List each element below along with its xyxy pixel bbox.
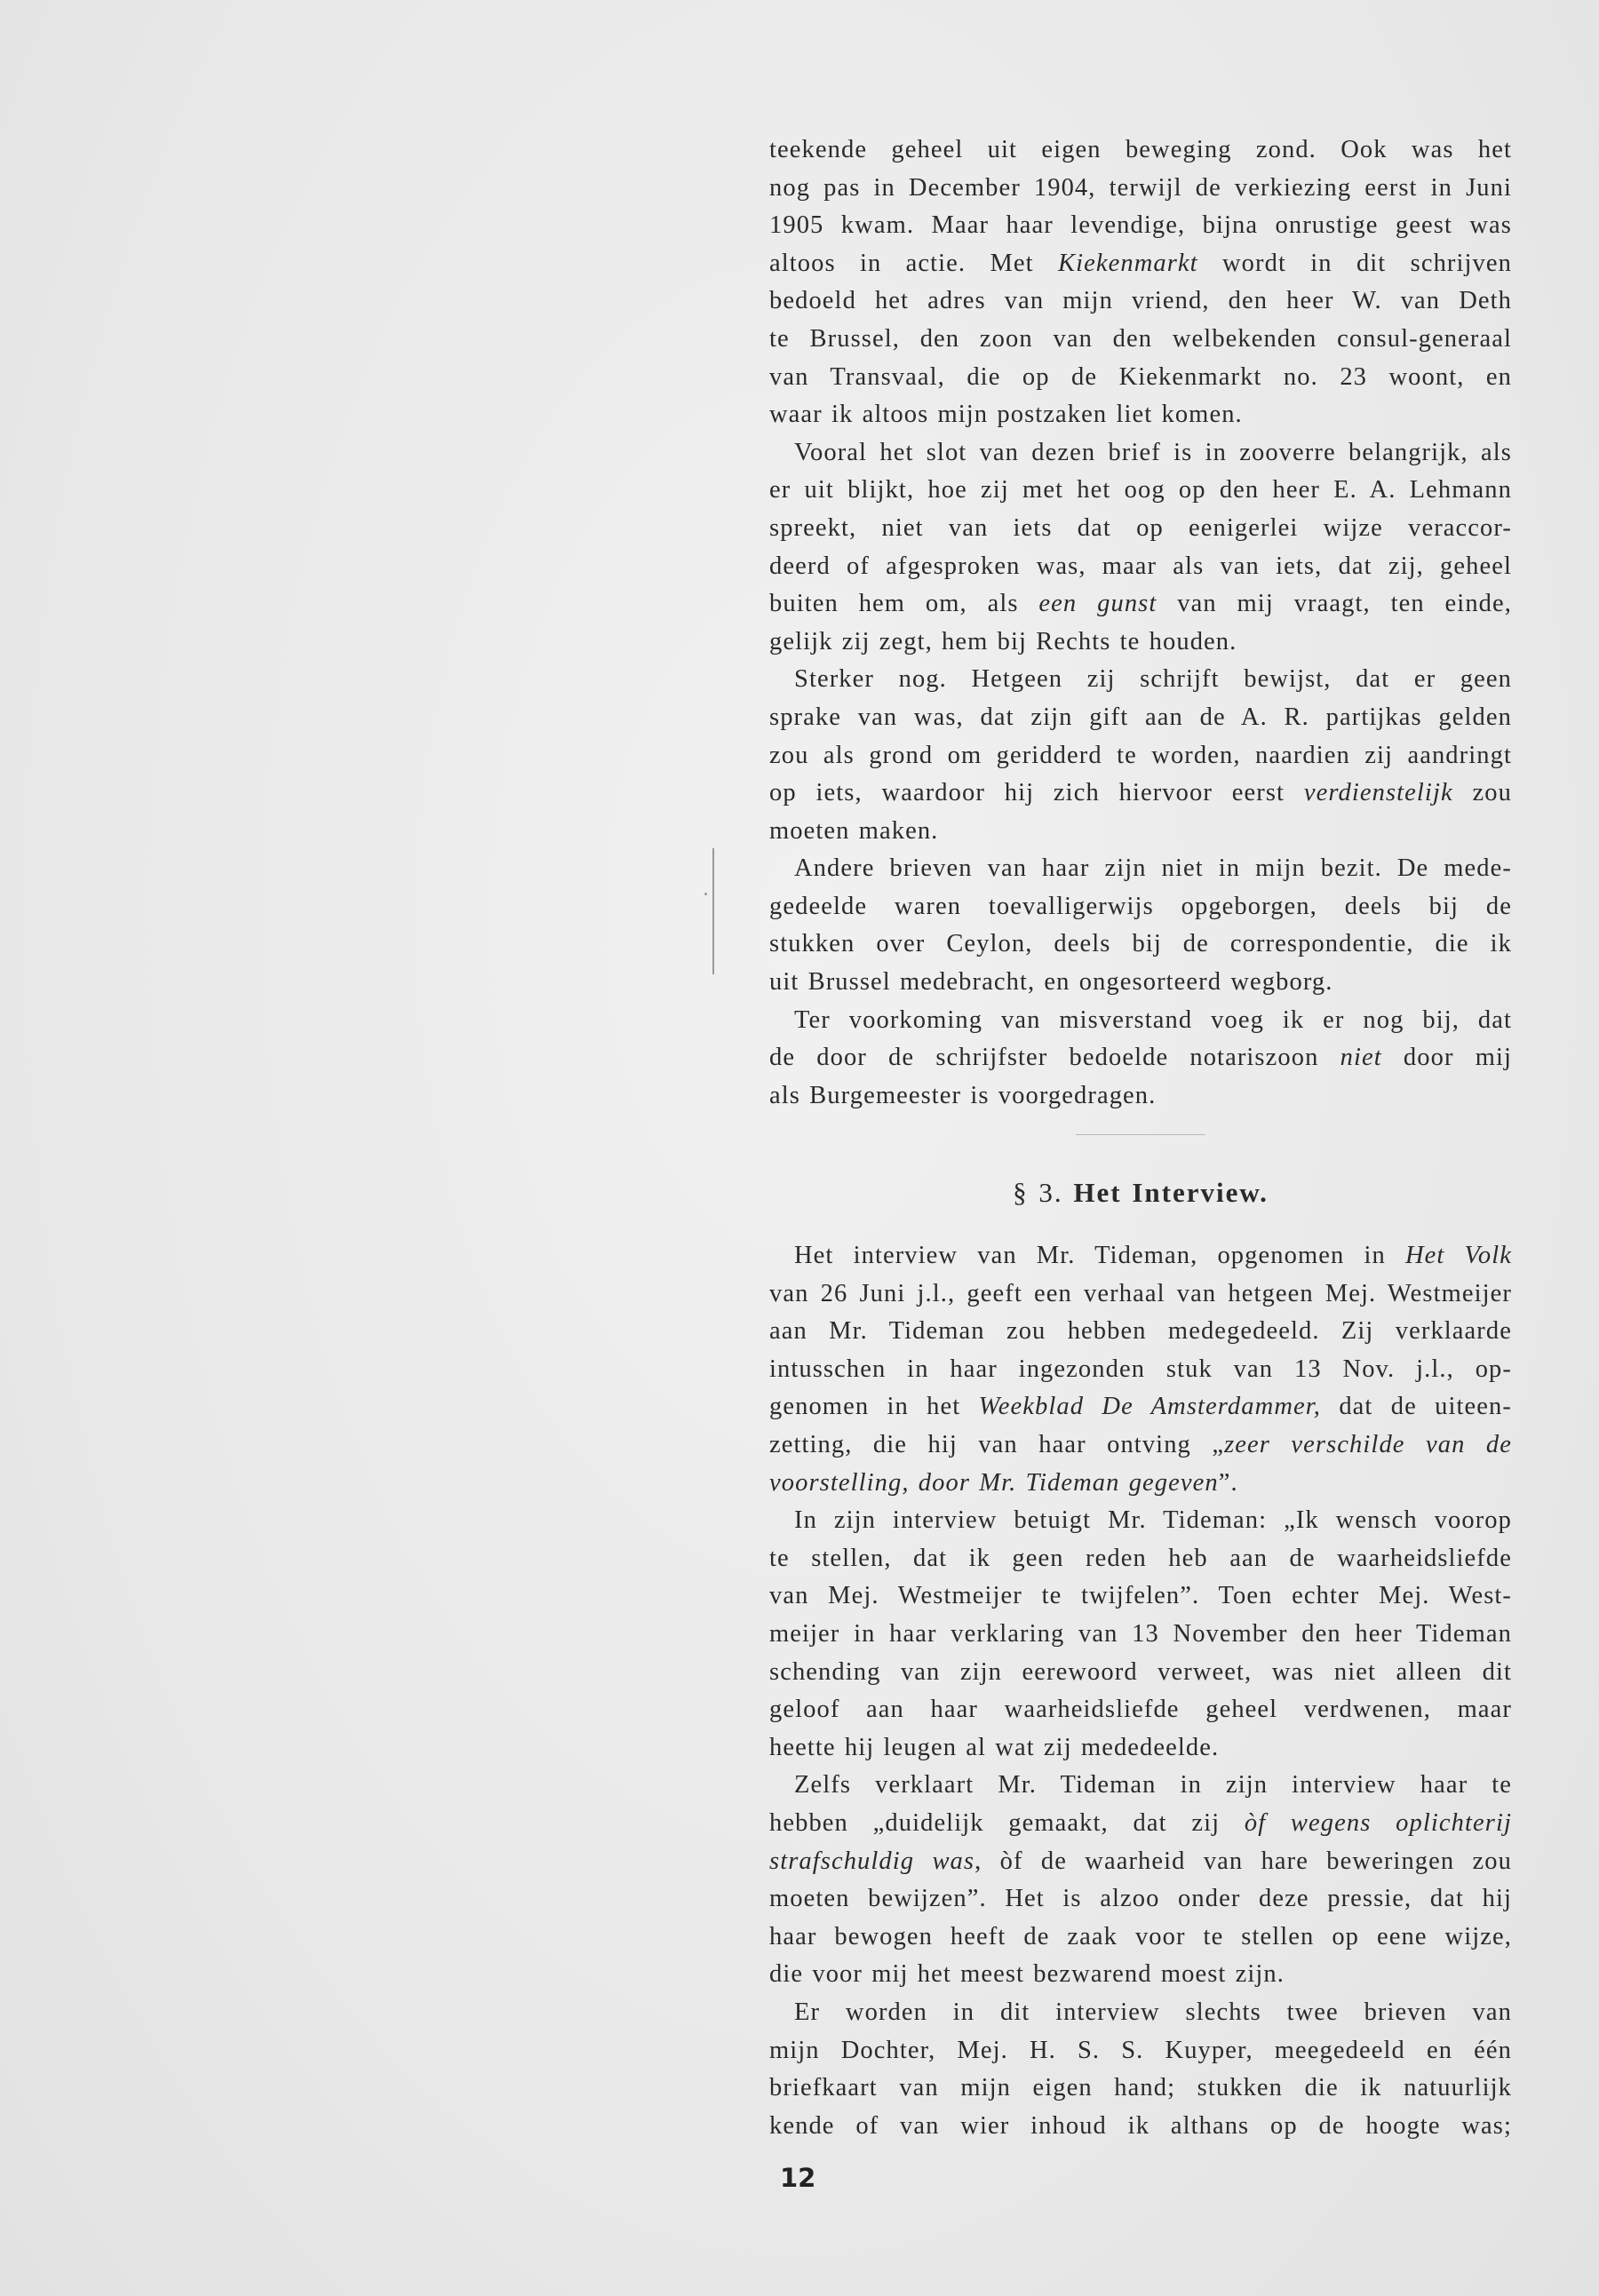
text-line: van 26 Juni j.l., geeft een verhaal van hetgeen Mej. Westmeijer (769, 1279, 1512, 1307)
paragraph (769, 1002, 1512, 1116)
text-line: spreekt, niet van iets dat op eenigerlei wijze veraccor- (769, 513, 1512, 542)
text-line: zetting, die hij van haar ontving „zeer verschilde van de (769, 1431, 1512, 1458)
text-line: moeten bewijzen”. Het is alzoo onder deze pressie, dat hij (769, 1885, 1512, 1913)
text-line: Andere brieven van haar zijn niet in mijn bezit. De mede- (794, 854, 1512, 883)
text-line: aan Mr. Tideman zou hebben medegedeeld. Zij verklaarde (769, 1317, 1512, 1346)
text-line: Ter voorkoming van misverstand voeg ik er nog bij, dat (794, 1005, 1512, 1034)
text-line: die voor mij het meest bezwarend moest zijn. (769, 1960, 1285, 1989)
text-line: buiten hem om, als een gunst van mij vraagt, ten einde, (769, 590, 1512, 618)
text-line: Er worden in dit interview slechts twee brieven van (794, 1998, 1512, 2026)
italic-phrase: zeer verschilde van de (1224, 1431, 1512, 1458)
text-line: zou als grond om geridderd te worden, naardien zij aandringt (769, 741, 1512, 769)
text-line: bedoeld het adres van mijn vriend, den heer W. van Deth (769, 287, 1512, 315)
text-line: briefkaart van mijn eigen hand; stukken die ik natuurlijk (769, 2074, 1512, 2102)
section-divider (1076, 1134, 1205, 1135)
italic-phrase: verdienstelijk (1303, 779, 1453, 807)
margin-pencil-mark (712, 848, 714, 974)
text-line: Vooral het slot van dezen brief is in zooverre belangrijk, als (794, 438, 1512, 466)
italic-phrase: Weekblad De Amsterdammer, (978, 1393, 1322, 1421)
margin-dot (704, 893, 707, 895)
paragraph (769, 1767, 1512, 1994)
section-prefix: § 3. (1013, 1177, 1063, 1209)
text-line: heette hij leugen al wat zij mededeelde. (769, 1733, 1220, 1761)
text-line: meijer in haar verklaring van 13 November den heer Tideman (769, 1619, 1512, 1648)
text-line: van Mej. Westmeijer te twijfelen”. Toen echter Mej. West- (769, 1582, 1512, 1610)
paragraph (769, 434, 1512, 662)
text-line: genomen in het Weekblad De Amsterdammer, dat de uiteen- (769, 1393, 1512, 1421)
text-line: gelijk zij zegt, hem bij Rechts te houden. (769, 627, 1237, 655)
text-line: mijn Dochter, Mej. H. S. S. Kuyper, meegedeeld en één (769, 2036, 1512, 2064)
italic-phrase: niet (1340, 1044, 1382, 1072)
text-line: intusschen in haar ingezonden stuk van 13 Nov. j.l., op- (769, 1355, 1512, 1383)
text-line: 1905 kwam. Maar haar levendige, bijna onrustige geest was (769, 211, 1512, 240)
text-line: te stellen, dat ik geen reden heb aan de waarheidsliefde (769, 1544, 1512, 1572)
text-line: strafschuldig was, òf de waarheid van hare beweringen zou (769, 1847, 1513, 1875)
text-line: er uit blijkt, hoe zij met het oog op den heer E. A. Lehmann (769, 476, 1512, 504)
paragraph (769, 1502, 1512, 1767)
top-text-block (769, 131, 1512, 1115)
paragraph (769, 850, 1512, 1001)
italic-phrase: voorstelling, door Mr. Tideman gegeven (769, 1468, 1219, 1497)
text-line: haar bewogen heeft de zaak voor te stellen op eene wijze, (769, 1922, 1512, 1950)
text-line: te Brussel, den zoon van den welbekenden consul-generaal (769, 324, 1512, 353)
text-line: kende of van wier inhoud ik althans op de hoogte was; (769, 2111, 1512, 2140)
italic-phrase: Kiekenmarkt (1057, 249, 1198, 277)
text-line: op iets, waardoor hij zich hiervoor eerst verdienstelijk zou (769, 779, 1512, 807)
section-title: Het Interview. (1073, 1177, 1269, 1209)
text-line: de door de schrijfster bedoelde notariszoon niet door mij (769, 1044, 1512, 1072)
text-line: van Transvaal, die op de Kiekenmarkt no. 23 woont, en (769, 362, 1512, 391)
text-line: nog pas in December 1904, terwijl de verkiezing eerst in Juni (769, 173, 1512, 202)
italic-phrase: òf wegens oplichterij (1244, 1808, 1512, 1837)
italic-phrase: strafschuldig was (769, 1847, 975, 1875)
text-line: stukken over Ceylon, deels bij de correspondentie, die ik (769, 930, 1512, 958)
paragraph (769, 1237, 1512, 1502)
text-line: schending van zijn eerewoord verweet, was niet alleen dit (769, 1657, 1512, 1686)
text-line: Sterker nog. Hetgeen zij schrijft bewijst, dat er geen (794, 665, 1512, 694)
italic-phrase: Het Volk (1404, 1242, 1512, 1270)
text-line: moeten maken. (769, 816, 939, 845)
text-line: als Burgemeester is voorgedragen. (769, 1081, 1157, 1109)
text-line: gedeelde waren toevalligerwijs opgeborgen, deels bij de (769, 892, 1512, 920)
text-line: deerd of afgesproken was, maar als van iets, dat zij, geheel (769, 552, 1512, 580)
section-heading (769, 1174, 1512, 1212)
text-line: Het interview van Mr. Tideman, opgenomen in Het Volk (794, 1242, 1512, 1270)
text-line: uit Brussel medebracht, en ongesorteerd wegborg. (769, 968, 1333, 997)
text-line: teekende geheel uit eigen beweging zond. Ook was het (769, 136, 1512, 163)
text-line: geloof aan haar waarheidsliefde geheel verdwenen, maar (769, 1696, 1512, 1724)
paragraph (769, 131, 1512, 434)
paragraph (769, 1994, 1512, 2145)
text-line: waar ik altoos mijn postzaken liet komen. (769, 401, 1243, 429)
bottom-text-block (769, 1237, 1512, 2145)
italic-phrase: een gunst (1038, 590, 1157, 618)
page-number: 12 (780, 2163, 816, 2193)
text-line: In zijn interview betuigt Mr. Tideman: „Ik wensch voorop (794, 1506, 1512, 1535)
text-line: voorstelling, door Mr. Tideman gegeven”. (769, 1468, 1238, 1497)
text-column (769, 131, 1512, 2145)
paragraph (769, 661, 1512, 850)
text-line: sprake van was, dat zijn gift aan de A. R. partijkas gelden (769, 703, 1512, 731)
text-line: altoos in actie. Met Kiekenmarkt wordt in dit schrijven (769, 249, 1512, 277)
text-line: Zelfs verklaart Mr. Tideman in zijn interview haar te (794, 1771, 1512, 1799)
text-line: hebben „duidelijk gemaakt, dat zij òf wegens oplichterij (769, 1808, 1512, 1837)
